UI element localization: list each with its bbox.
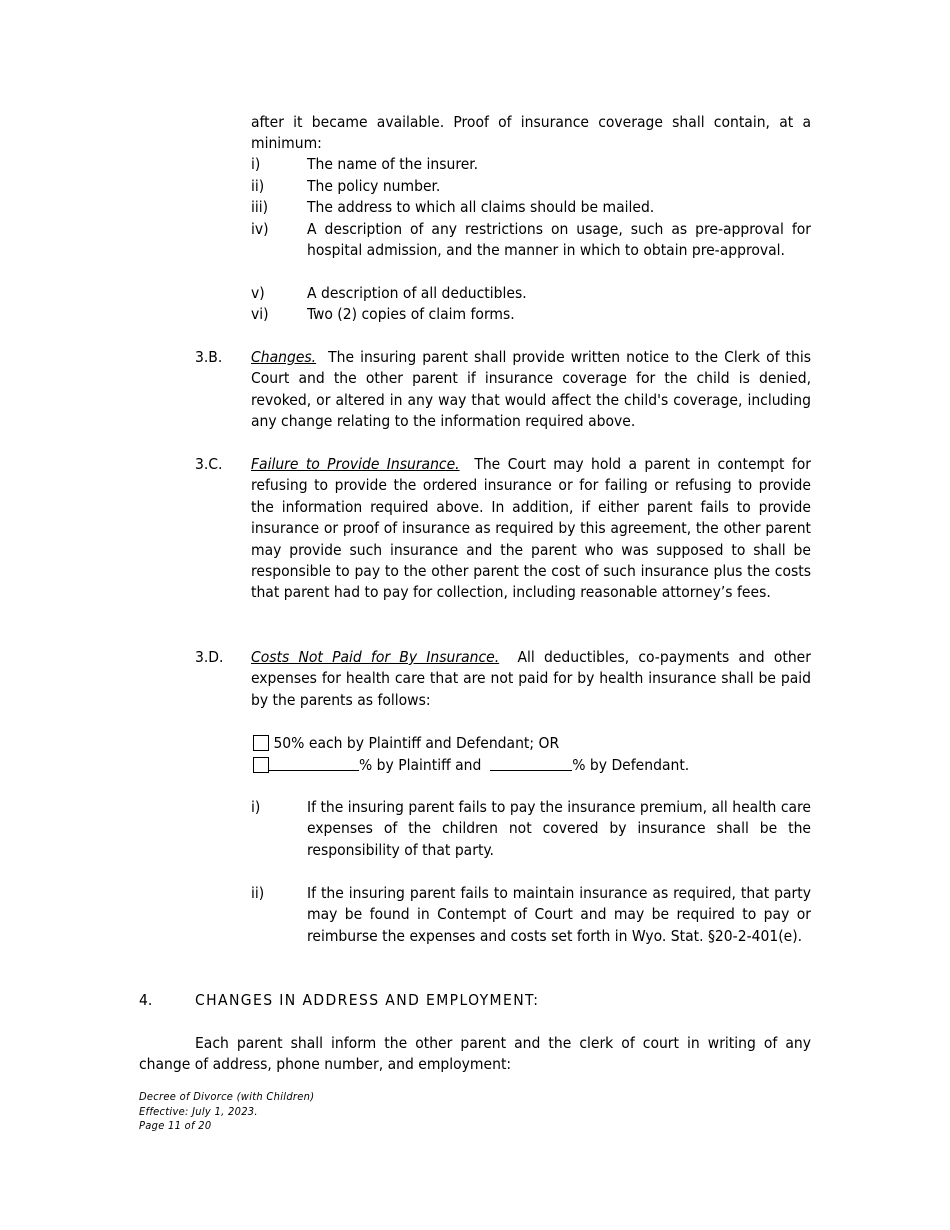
option-custom-split xyxy=(253,755,689,776)
proof-item-label: i) xyxy=(251,155,261,173)
proof-item-text: A description of any restrictions on usage, such as pre-approval for hospital admission, and the manner in which to obtain pre-approval. xyxy=(307,220,811,260)
section-title: Failure to Provide Insurance. xyxy=(251,455,460,473)
section-title: Changes. xyxy=(251,348,317,366)
footer-title: Decree of Divorce (with Children) xyxy=(139,1090,315,1103)
proof-item-label: v) xyxy=(251,284,265,302)
proof-item-label: vi) xyxy=(251,305,269,323)
section-4-text: Each parent shall inform the other parent and the clerk of court in writing of any change of address, phone number, and employment: xyxy=(139,1034,811,1074)
section-heading: CHANGES IN ADDRESS AND EMPLOYMENT: xyxy=(195,991,540,1009)
proof-item-label: iii) xyxy=(251,198,269,216)
footer xyxy=(139,1090,314,1134)
custom-split-checkbox[interactable] xyxy=(253,757,269,773)
proof-item-text: Two (2) copies of claim forms. xyxy=(307,305,515,323)
option-equal-split-label: 50% each by Plaintiff and Defendant; OR xyxy=(273,734,560,752)
option-equal-split xyxy=(253,733,559,754)
sub-item-text: If the insuring parent fails to pay the insurance premium, all health care expenses of the children not covered by insurance shall be the responsibility of that party. xyxy=(307,798,811,859)
section-number: 3.B. xyxy=(195,348,223,366)
proof-item-text: A description of all deductibles. xyxy=(307,284,527,302)
section-body xyxy=(251,647,811,711)
section-body xyxy=(251,347,811,433)
equal-split-checkbox[interactable] xyxy=(253,735,269,751)
sub-item-label: i) xyxy=(251,798,261,816)
intro-line-1: after it became available. Proof of insurance coverage shall contain, at a xyxy=(251,113,811,131)
section-title: Costs Not Paid for By Insurance. xyxy=(251,648,500,666)
footer-effective: Effective: July 1, 2023. xyxy=(139,1104,258,1118)
sub-item-text: If the insuring parent fails to maintain insurance as required, that party may be found in Contempt of Court and may be required to pay or reimburse the expenses and costs set forth in Wyo. Stat. §20-2-401(e). xyxy=(307,884,811,945)
section-4-heading xyxy=(139,990,811,1011)
proof-item-text: The policy number. xyxy=(307,177,441,195)
section-text: The Court may hold a parent in contempt for refusing to provide the ordered insurance or for failing or refusing to provide the information required above. In addition, if either parent fails to provide insurance or proof of insurance as required by this agreement, the other parent may provide such insurance and the parent who was supposed to shall be responsible to pay to the other parent the cost of such insurance plus the costs that parent had to pay for collection, including reasonable attorney’s fees. xyxy=(251,455,811,602)
plaintiff-percent-field[interactable] xyxy=(269,756,359,771)
sub-item-label: ii) xyxy=(251,884,265,902)
option-custom-end: % by Defendant. xyxy=(572,756,690,774)
footer-page: Page 11 of 20 xyxy=(139,1119,212,1132)
section-text: The insuring parent shall provide written notice to the Clerk of this Court and the other parent if insurance coverage for the child is denied, revoked, or altered in any way that would affect the child's coverage, including any change relating to the information required above. xyxy=(251,348,812,431)
intro-text xyxy=(251,112,811,155)
proof-item-text: The name of the insurer. xyxy=(307,155,479,173)
option-custom-mid: % by Plaintiff and xyxy=(359,756,482,774)
proof-item-label: ii) xyxy=(251,177,265,195)
intro-line-2: minimum: xyxy=(251,134,322,153)
section-number: 4. xyxy=(139,991,153,1009)
section-body xyxy=(251,454,811,604)
proof-item-label: iv) xyxy=(251,220,269,238)
proof-item-text: The address to which all claims should be mailed. xyxy=(307,198,655,216)
section-number: 3.D. xyxy=(195,648,224,666)
section-number: 3.C. xyxy=(195,455,223,473)
defendant-percent-field[interactable] xyxy=(490,756,572,771)
section-text: All deductibles, co-payments and other expenses for health care that are not paid for by health insurance shall be paid by the parents as follows: xyxy=(251,648,811,709)
